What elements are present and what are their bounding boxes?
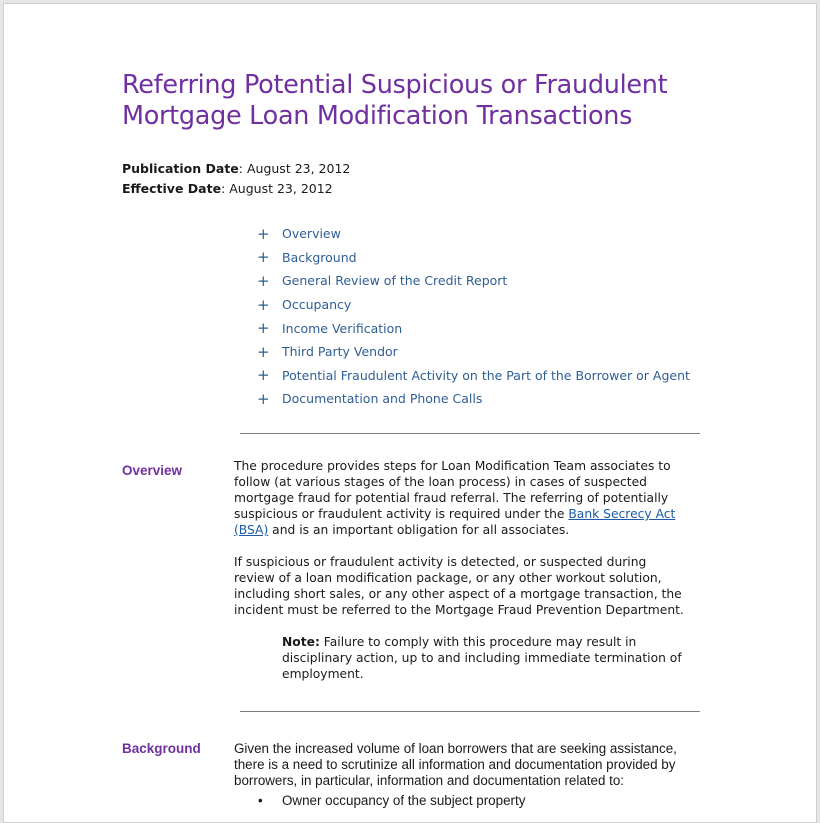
toc-link[interactable]: Potential Fraudulent Activity on the Part of the Borrower or Agent	[282, 367, 690, 383]
background-heading: Background	[122, 741, 201, 756]
bullet-icon: •	[258, 793, 263, 808]
effective-date-value: : August 23, 2012	[221, 181, 333, 196]
date-block	[122, 159, 350, 199]
toc-item-third-party-vendor[interactable]	[254, 340, 690, 364]
background-bullets	[258, 793, 525, 808]
plus-icon[interactable]: +	[257, 224, 270, 243]
plus-icon[interactable]: +	[257, 319, 270, 338]
toc-link[interactable]: Documentation and Phone Calls	[282, 391, 483, 407]
toc-item-documentation[interactable]	[254, 387, 690, 411]
effective-date-label: Effective Date	[122, 181, 222, 196]
background-paragraph-1: Given the increased volume of loan borrowers that are seeking assistance, there is a need to scrutinize all information and documentation provided by borrowers, in particular, information and documentation related to:	[234, 741, 677, 788]
plus-icon[interactable]: +	[257, 248, 270, 267]
publication-date	[122, 159, 350, 179]
note-label: Note:	[282, 635, 320, 649]
note-block	[282, 634, 692, 682]
bullet-text: Owner occupancy of the subject property	[282, 793, 526, 808]
page-title: Referring Potential Suspicious or Fraudulent Mortgage Loan Modification Transactions	[122, 70, 668, 131]
effective-date	[122, 179, 350, 199]
toc-link[interactable]: General Review of the Credit Report	[282, 273, 508, 289]
section-divider	[240, 433, 700, 434]
toc-item-occupancy[interactable]	[254, 293, 690, 317]
toc-item-income-verification[interactable]	[254, 316, 690, 340]
plus-icon[interactable]: +	[257, 389, 270, 408]
list-item	[258, 793, 525, 808]
toc-link[interactable]: Background	[282, 249, 357, 265]
overview-text: and is an important obligation for all associates.	[268, 523, 570, 537]
table-of-contents	[254, 222, 690, 411]
toc-item-background[interactable]	[254, 246, 690, 270]
toc-link[interactable]: Third Party Vendor	[282, 344, 398, 360]
note-text: Failure to comply with this procedure may result in disciplinary action, up to and including immediate termination of employment.	[282, 635, 682, 681]
overview-text: The procedure provides steps for Loan Modification Team associates to follow (at various stages of the loan process) in cases of suspected mortgage fraud for potential fraud referral. The referring of potentially suspicious or fraudulent activity is required under the	[234, 459, 671, 521]
plus-icon[interactable]: +	[257, 271, 270, 290]
toc-item-credit-report[interactable]	[254, 269, 690, 293]
plus-icon[interactable]: +	[257, 342, 270, 361]
overview-heading: Overview	[122, 463, 183, 478]
publication-date-value: : August 23, 2012	[238, 161, 351, 176]
toc-link[interactable]: Income Verification	[282, 320, 403, 336]
document-page	[3, 3, 817, 823]
toc-link[interactable]: Occupancy	[282, 297, 352, 313]
toc-item-overview[interactable]	[254, 222, 690, 246]
plus-icon[interactable]: +	[257, 366, 270, 385]
toc-item-fraudulent-activity[interactable]	[254, 364, 690, 388]
bsa-link[interactable]: Bank Secrecy Act (BSA)	[234, 507, 676, 537]
overview-paragraph-2: If suspicious or fraudulent activity is detected, or suspected during review of a loan modification package, or any other workout solution, including short sales, or any other aspect of a mortgage transaction, the incident must be referred to the Mortgage Fraud Prevention Department.	[234, 555, 684, 617]
plus-icon[interactable]: +	[257, 295, 270, 314]
publication-date-label: Publication Date	[122, 161, 239, 176]
overview-paragraph-1	[234, 458, 684, 538]
toc-link[interactable]: Overview	[282, 226, 341, 242]
section-divider	[240, 711, 700, 712]
